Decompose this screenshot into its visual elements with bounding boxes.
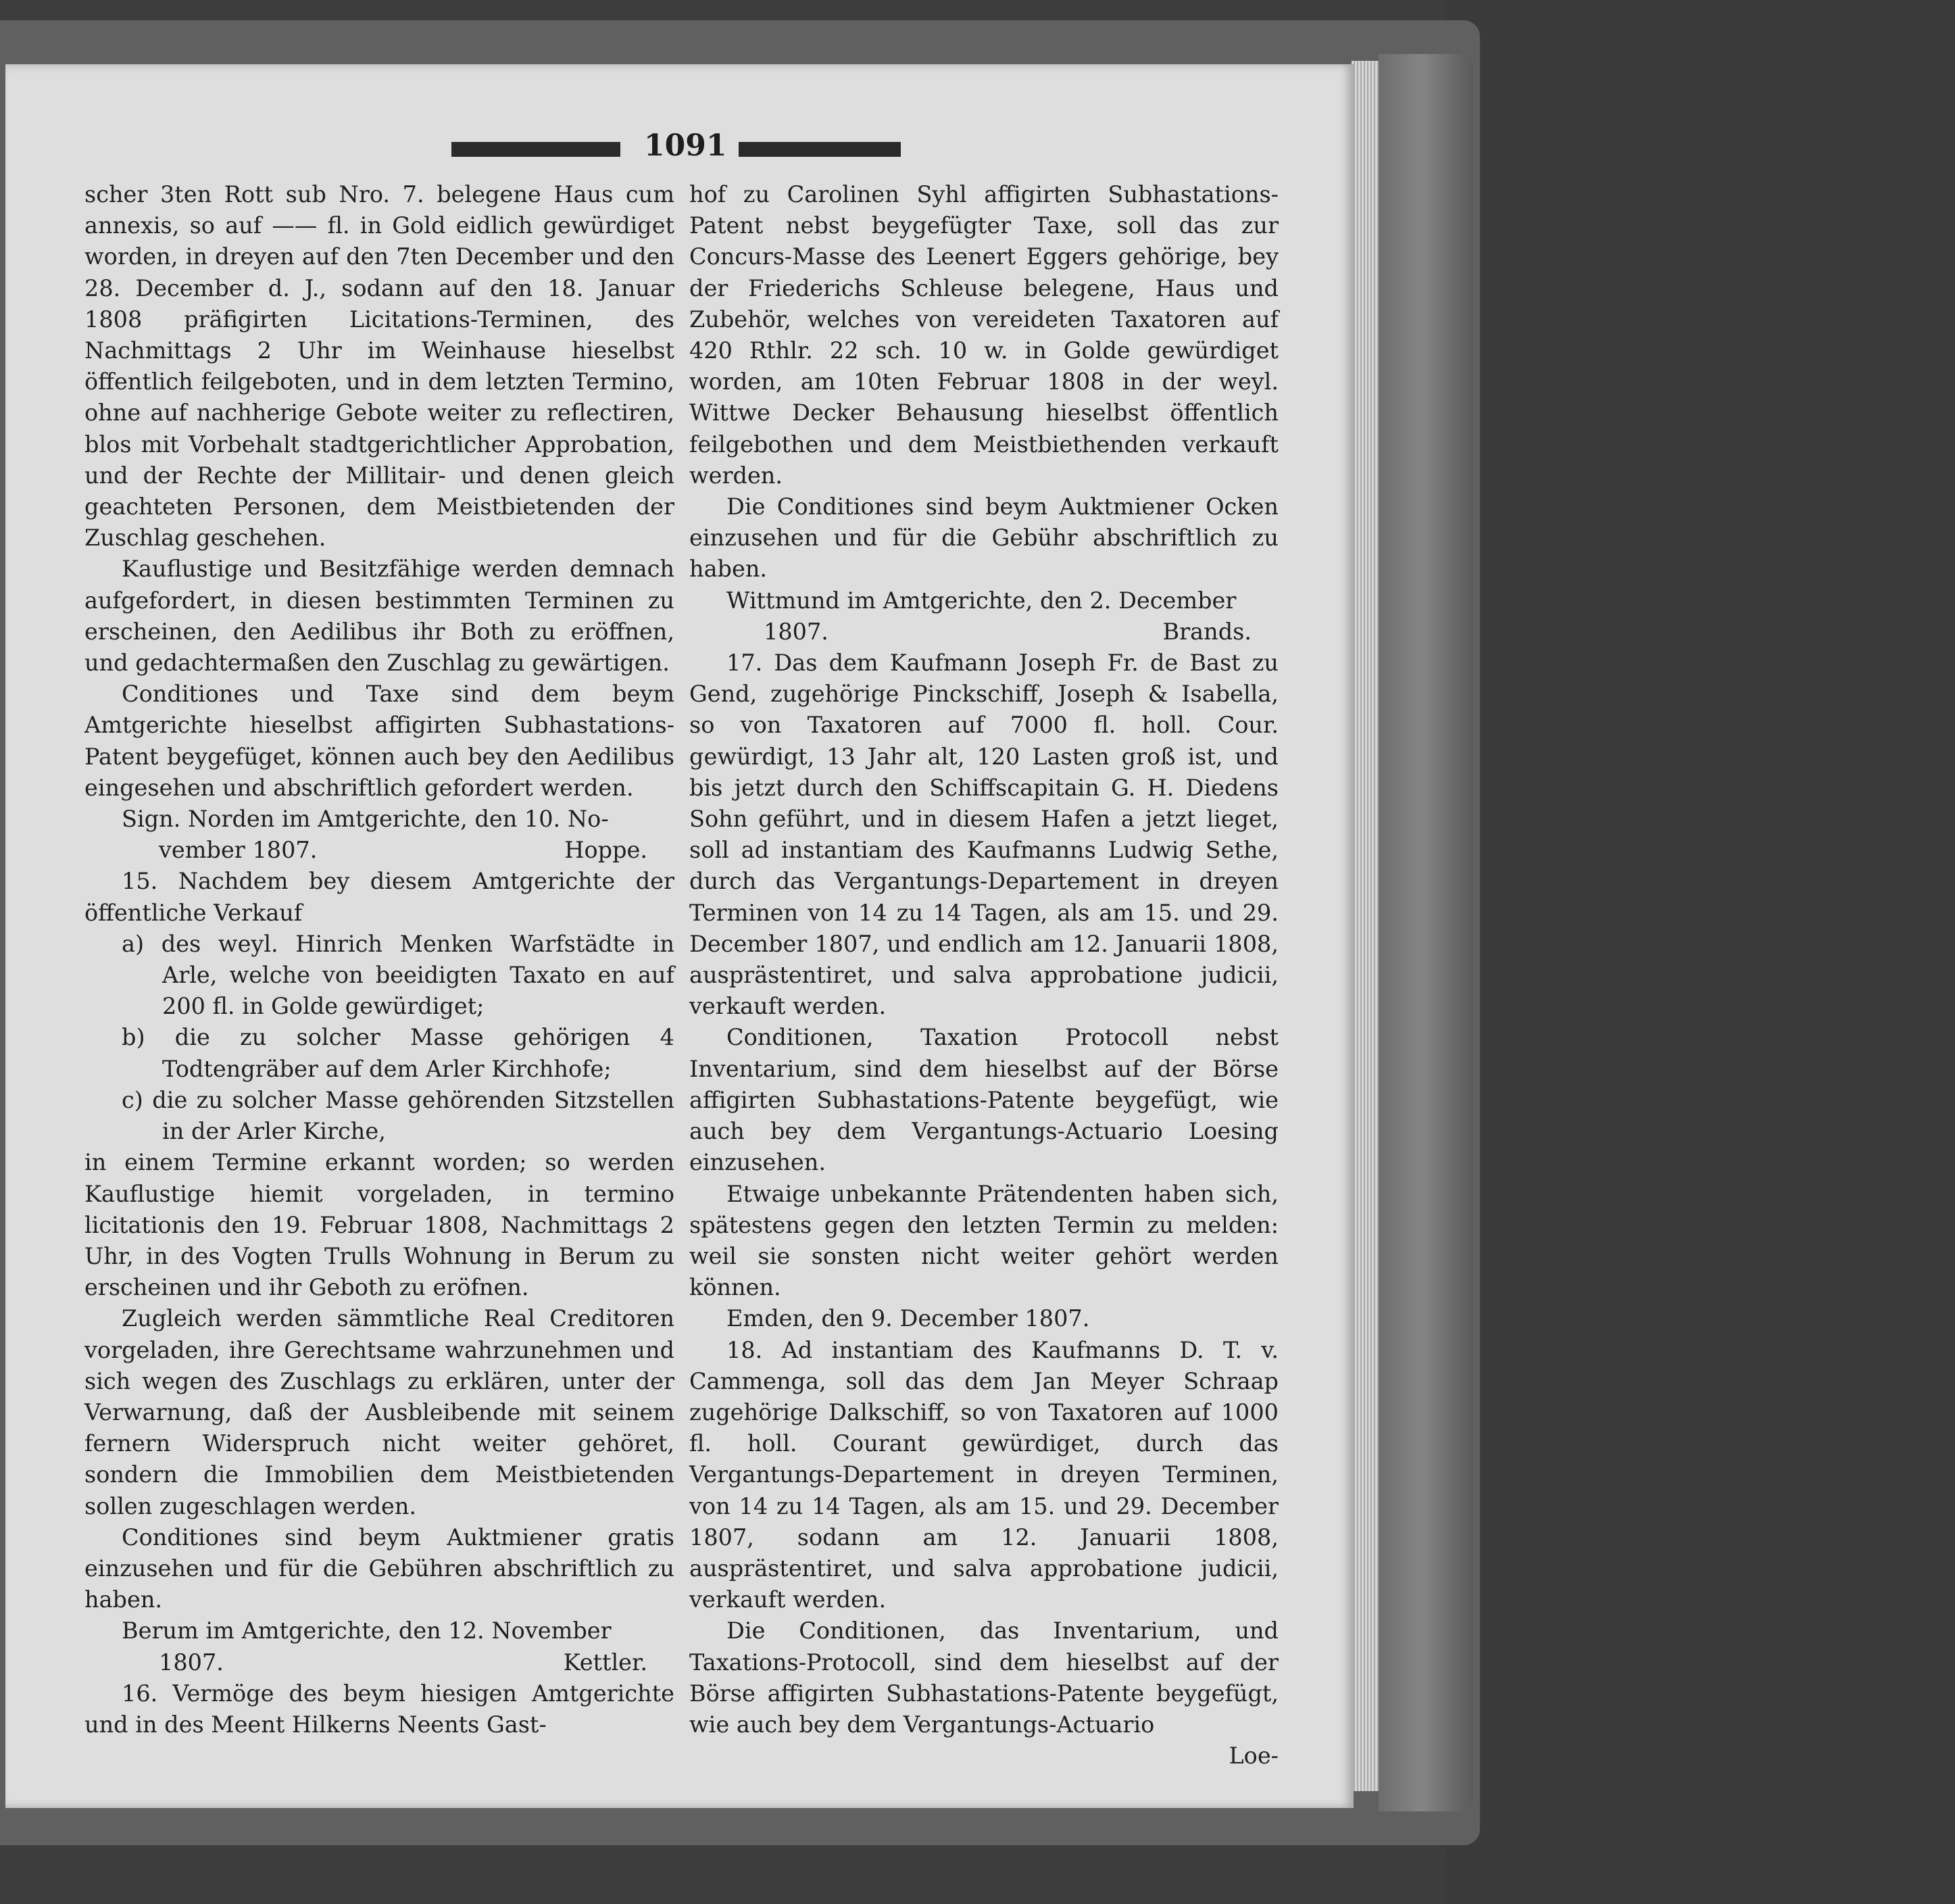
header-rule-right bbox=[739, 142, 901, 157]
signature-block bbox=[84, 804, 674, 866]
signature-name: Brands. bbox=[1162, 618, 1252, 645]
paragraph: 16. Vermöge des beym hiesigen Amtgerichte und in des Meent Hilkerns Neents Gast- bbox=[84, 1680, 674, 1738]
signature-year: 1807. bbox=[159, 1649, 224, 1676]
right-column bbox=[689, 179, 1279, 1772]
background bbox=[1446, 0, 1955, 1904]
paragraph: Conditiones und Taxe sind dem beym Amtgerichte hieselbst affigirten Subhastations-Patent beygefüget, können auch bey den Aedilibus eingesehen und abschriftlich gefordert werden. bbox=[84, 681, 674, 801]
signature-place-date: Wittmund im Amtgerichte, den 2. December bbox=[726, 587, 1237, 614]
paragraph: 18. Ad instantiam des Kaufmanns D. T. v. Cammenga, soll das dem Jan Meyer Schraap zugehörige Dalkschiff, so von Taxatoren auf 1000 fl. holl. Courant gewürdiget, durch das Vergantungs-Departement in dreyen Terminen, von 14 zu 14 Tagen, als am 15. und 29. December 1807, sodann am 12. Januarii 1808, ausprästentiret, und salva approbatione judicii, verkauft werden. bbox=[689, 1336, 1279, 1613]
paragraph: Conditiones sind beym Auktmiener gratis einzusehen und für die Gebühren abschriftlich zu haben. bbox=[84, 1523, 674, 1613]
paragraph: hof zu Carolinen Syhl affigirten Subhastations-Patent nebst beygefügter Taxe, soll das zur Concurs-Masse des Leenert Eggers gehörige, bey der Friederichs Schleuse belegene, Haus und Zubehör, welches von vereideten Taxatoren auf 420 Rthlr. 22 sch. 10 w. in Golde gewürdiget worden, am 10ten Februar 1808 in der weyl. Wittwe Decker Behausung hieselbst öffentlich feilgebothen und dem Meistbiethenden verkauft werden. bbox=[689, 181, 1279, 489]
paragraph: Die Conditionen, das Inventarium, und Taxations-Protocoll, sind dem hieselbst auf der Börse affigirten Subhastations-Patente beygefügt, wie auch bey dem Vergantungs-Actuario bbox=[689, 1617, 1279, 1738]
signature-block bbox=[84, 1615, 674, 1678]
signature-place-date: Berum im Amtgerichte, den 12. November bbox=[122, 1617, 612, 1644]
list-item: c) die zu solcher Masse gehörenden Sitzstellen in der Arler Kirche, bbox=[122, 1086, 674, 1145]
book-page bbox=[5, 64, 1354, 1808]
paragraph: Die Conditiones sind beym Auktmiener Ocken einzusehen und für die Gebühr abschriftlich zu haben. bbox=[689, 493, 1279, 583]
paragraph: 17. Das dem Kaufmann Joseph Fr. de Bast zu Gend, zugehörige Pinckschiff, Joseph & Isabella, so von Taxatoren auf 7000 fl. holl. Cour. gewürdigt, 13 Jahr alt, 120 Lasten groß ist, und bis jetzt durch den Schiffscapitain G. H. Diedens Sohn geführt, und in diesem Hafen a jetzt lieget, soll ad instantiam des Kaufmanns Ludwig Sethe, durch das Vergantungs-Departement in dreyen Terminen von 14 zu 14 Tagen, als am 15. und 29. December 1807, und endlich am 12. Januarii 1808, ausprästentiret, und salva approbatione judicii, verkauft werden. bbox=[689, 650, 1279, 1020]
signature-name: Hoppe. bbox=[564, 837, 647, 864]
signature-block bbox=[689, 585, 1279, 648]
signature-place-date: Sign. Norden im Amtgerichte, den 10. No- bbox=[122, 806, 609, 833]
signature-year: 1807. bbox=[764, 618, 828, 645]
catchword: Loe- bbox=[1229, 1742, 1279, 1769]
signature-block bbox=[689, 1303, 1279, 1334]
paragraph: scher 3ten Rott sub Nro. 7. belegene Haus cum annexis, so auf —— fl. in Gold eidlich gewürdiget worden, in dreyen auf den 7ten December und den 28. December d. J., sodann auf den 18. Januar 1808 präfigirten Licitations-Terminen, des Nachmittags 2 Uhr im Weinhause hieselbst öffentlich feilgeboten, und in dem letzten Termino, ohne auf nachherige Gebote weiter zu reflectiren, blos mit Vorbehalt stadtgerichtlicher Approbation, und der Rechte der Millitair- und denen gleich geachteten Personen, dem Meistbietenden der Zuschlag geschehen. bbox=[84, 181, 674, 552]
book-cover-edge bbox=[1379, 54, 1473, 1811]
paragraph: in einem Termine erkannt worden; so werden Kauflustige hiemit vorgeladen, in termino licitationis den 19. Februar 1808, Nachmittags 2 Uhr, in des Vogten Trulls Wohnung in Berum zu erscheinen und ihr Geboth zu eröfnen. bbox=[84, 1149, 674, 1301]
signature-year: vember 1807. bbox=[159, 837, 318, 864]
header-rule-left bbox=[451, 142, 620, 157]
signature-name: Kettler. bbox=[563, 1649, 647, 1676]
list-item: a) des weyl. Hinrich Menken Warfstädte in Arle, welche von beeidigten Taxato en auf 200 fl. in Golde gewürdiget; bbox=[122, 930, 674, 1020]
paragraph: Kauflustige und Besitzfähige werden demnach aufgefordert, in diesen bestimmten Terminen zu erscheinen, den Aedilibus ihr Both zu eröffnen, und gedachtermaßen den Zuschlag zu gewärtigen. bbox=[84, 556, 674, 677]
left-column bbox=[84, 179, 674, 1740]
paragraph: 15. Nachdem bey diesem Amtgerichte der öffentliche Verkauf bbox=[84, 868, 674, 926]
list-item: b) die zu solcher Masse gehörigen 4 Todtengräber auf dem Arler Kirchhofe; bbox=[122, 1024, 674, 1082]
paragraph: Zugleich werden sämmtliche Real Creditoren vorgeladen, ihre Gerechtsame wahrzunehmen und sich wegen des Zuschlags zu erklären, unter der Verwarnung, daß der Ausbleibende mit seinem fernern Widerspruch nicht weiter gehöret, sondern die Immobilien dem Meistbietenden sollen zugeschlagen werden. bbox=[84, 1305, 674, 1519]
page-edges bbox=[1352, 61, 1379, 1791]
paragraph: Conditionen, Taxation Protocoll nebst Inventarium, sind dem hieselbst auf der Börse affigirten Subhastations-Patente beygefügt, wie auch bey dem Vergantungs-Actuario Loesing einzusehen. bbox=[689, 1024, 1279, 1176]
page-number: 1091 bbox=[644, 128, 727, 163]
signature-place-date: Emden, den 9. December 1807. bbox=[726, 1305, 1090, 1332]
paragraph: Etwaige unbekannte Prätendenten haben sich, spätestens gegen den letzten Termin zu melden: weil sie sonsten nicht weiter gehört werden können. bbox=[689, 1180, 1279, 1301]
